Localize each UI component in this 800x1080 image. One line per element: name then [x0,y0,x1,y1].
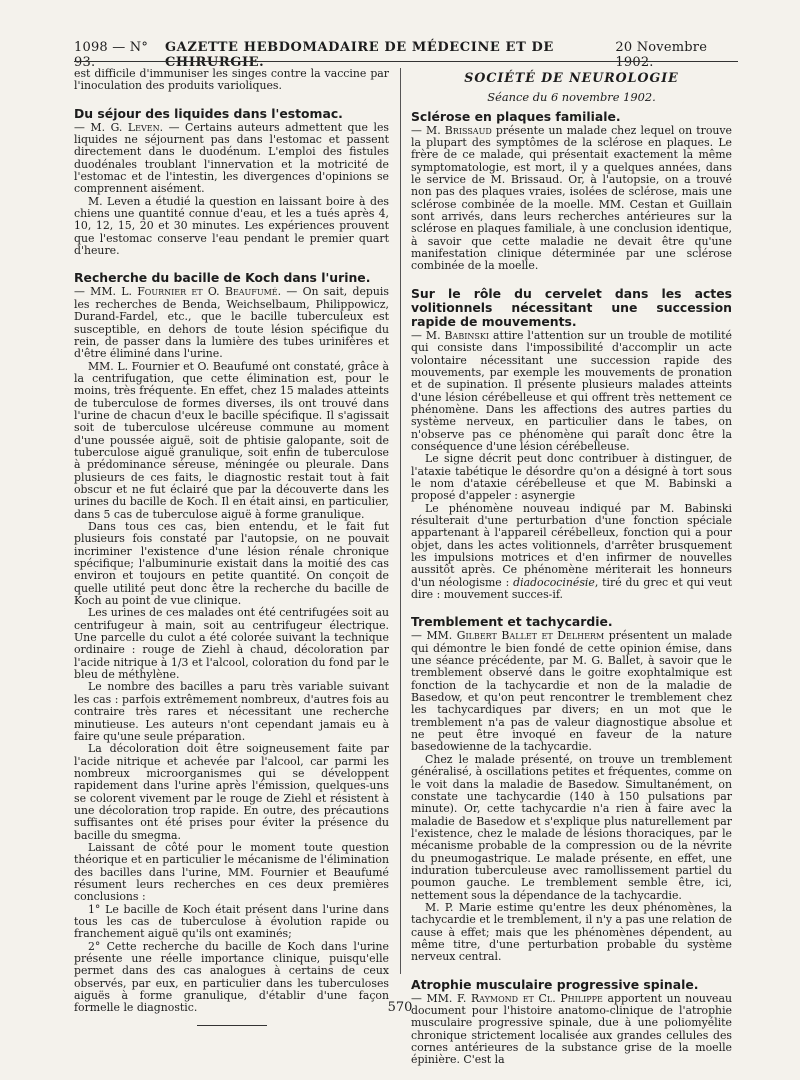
paragraph: Chez le malade présenté, on trouve un tremblement généralisé, à oscillations petites et fréquentes, comme on le voit dans la maladie de Basedow. Simultanément, on constate une tachycardie (140 à 150 pulsations par minute). Or, cette tachycardie n'a rien à faire avec la maladie de Basedow et s'explique plus naturellement par l'existence, chez le malade de lésions thoraciques, par le mécanisme probable de la compression ou de la névrite du pneumogastrique. Le malade présente, en effet, une induration tuberculeuse avec ramollissement partiel du poumon gauche. Le tremblement semble être, ici, nettement sous la dépendance de la tachycardie. [411,752,732,902]
section-title [411,615,732,629]
society-heading: SOCIÉTÉ DE NEUROLOGIE [464,70,679,85]
section-authors: — M. Brissaud [411,123,492,137]
paragraph-text: apportent un nouveau document pour l'histoire anatomo-clinique de l'atrophie musculaire progressive spinale, due à une poliomyélite chronique strictement localisée aux grandes cellules des cornes antérieures de la substance grise de la moelle épinière. C'est la [411,991,732,1067]
section-sclerose [411,110,732,273]
paragraph [411,503,732,602]
neologism-term: diadococinésie [513,575,595,589]
conclusion-item: 2° Cette recherche du bacille de Koch dans l'urine présente une réelle importance clinique, puisqu'elle permet dans des cas analogues à certains de ceux observés, par eux, en particulier dans les tuberculoses aiguës à forme granulique, d'établir d'une façon formelle le diagnostic. [74,939,389,1015]
paragraph: M. P. Marie estime qu'entre les deux phénomènes, la tachycardie et le tremblement, il n'y a pas une relation de cause à effet; mais que les phénomènes dépendent, au même titre, d'une perturbation probable du système nerveux central. [411,900,732,964]
page-number: 570 [387,1000,413,1015]
section-tremblement [411,615,732,963]
paragraph-text: attire l'attention sur un trouble de motilité qui consiste dans l'impossibilité d'accomplir un acte volontaire nécessitant une succession rapide des mouvements, par exemple les mouvements de pronation et de supination. Il présente plusieurs malades atteints d'une lésion cérébelleuse et qui offrent très nettement ce phénomène. Dans les affections des autres parties du système nerveux, en particulier dans le tabes, on n'observe pas ce phénomène qui paraît donc être la conséquence d'une lésion cérébelleuse. [411,328,732,453]
paragraph [74,286,389,360]
paragraph: Le signe décrit peut donc contribuer à distinguer, de l'ataxie tabétique le désordre qu'on a désigné à tort sous le nom d'ataxie cérébelleuse et que M. Babinski a proposé d'appeler : asynergie [411,452,732,503]
paragraph-text: , tiré du grec et qui veut dire : mouvement succes-if. [411,575,732,602]
section-authors: — MM. F. Raymond et Cl. Philippe [411,991,603,1005]
header-rule [74,61,738,62]
section-title [74,107,389,121]
section-title-text: Recherche du bacille de Koch dans l'urine. [74,270,371,286]
paragraph [411,330,732,453]
section-authors: — M. G. Leven. [74,120,164,134]
section-authors: — M. Babinski [411,328,489,342]
section-sejour-liquides [74,107,389,258]
column-divider [400,68,401,974]
paragraph: MM. L. Fournier et O. Beaufumé ont constaté, grâce à la centrifugation, que cette élimination est, pour le moins, très fréquente. En effet, chez 15 malades atteints de tuberculose de formes diverses, ils ont trouvé dans l'urine de chacun d'eux le bacille spécifique. Il s'agissait soit de tuberculose ulcéreuse commune au moment d'une poussée aiguë, soit de phtisie galopante, soit de tuberculose aiguë granulique, soit enfin de tuberculose à prédominance séreuse, méningée ou pleurale. Dans plusieurs de ces faits, le diagnostic restait tout à fait obscur et ne fut éclairé que par la découverte dans les urines du bacille de Koch. Il en était ainsi, en particulier, dans 5 cas de tuberculose aiguë à forme granulique. [74,359,389,521]
paragraph-text: — Certains auteurs admettent que les liquides ne séjournent pas dans l'estomac et passent directement dans le duodénum. L'emploi des fistules duodénales troublant l'innervation et la motricité de l'estomac et de l'intestin, les divergences d'opinions se comprennent aisément. [74,120,389,196]
paragraph: Laissant de côté pour le moment toute question théorique et en particulier le mécanisme de l'élimination des bacilles dans l'urine, MM. Fournier et Beaufumé résument leurs recherches en ces deux premières conclusions : [74,840,389,904]
paragraph: Le nombre des bacilles a paru très variable suivant les cas : parfois extrêmement nombreux, d'autres fois au contraire très rares et nécessitant une recherche minutieuse. Les auteurs n'ont cependant jamais eu à faire qu'une seule préparation. [74,680,389,743]
paragraph [411,630,732,753]
end-rule [197,1025,267,1026]
header-journal-title: GAZETTE HEBDOMADAIRE DE MÉDECINE ET DE CHIRURGIE. [164,40,554,70]
section-title [411,287,732,329]
section-title-text: Tremblement et tachycardie. [411,614,613,630]
paragraph [411,125,732,273]
paragraph: M. Leven a étudié la question en laissant boire à des chiens une quantité connue d'eau, et les a tués après 4, 10, 12, 15, 20 et 30 minutes. Les expériences prouvent que l'estomac conserve l'eau pendant le premier quart d'heure. [74,194,389,258]
paragraph: Dans tous ces cas, bien entendu, et le fait fut plusieurs fois constaté par l'autopsie, on ne pouvait incriminer l'existence d'une lésion rénale chronique spécifique; l'albuminurie existait dans la moitié des cas environ et toujours en petite quantité. On conçoit de quelle utilité peut donc être la recherche du bacille de Koch au point de vue clinique. [74,520,389,608]
paragraph-text: — On sait, depuis les recherches de Benda, Weichselbaum, Philippowicz, Durand-Fardel, etc., que le bacille tuberculeux est susceptible, en dehors de toute lésion spécifique du rein, de passer dans la lumière des tubes urinifères et d'être éliminé dans l'urine. [74,285,389,361]
header-issue: 1098 — N° 93. [74,40,149,70]
section-title-text: Sclérose en plaques familiale. [411,108,621,124]
section-title [411,110,732,124]
paragraph: La décoloration doit être soigneusement faite par l'acide nitrique et achevée par l'alcool, car parmi les nombreux microorganismes qui se développent rapidement dans l'urine après l'émission, quelques-uns se colorent vivement par le rouge de Ziehl et résistent à une décoloration trop rapide. En outre, des précautions suffisantes ont été prises pour éviter la présence du bacille du smegma. [74,742,389,842]
paragraph-text: présente un malade chez lequel on trouve la plupart des symptômes de la sclérose en plaques. Le frère de ce malade, qui présentait exactement la même symptomatologie, est mort, il y a quelques années, dans le service de M. Brissaud. Or, à l'autopsie, on a trouvé non pas des plaques vraies, isolées de sclérose, mais une sclérose combinée de la moelle. MM. Cestan et Guillain sont arrivés, dans leurs recherches antérieures sur la sclérose en plaques familiale, à une conclusion identique, à savoir que cette maladie ne devait être qu'une manifestation clinique déterminée par une sclérose combinée de la moelle. [411,123,732,273]
paragraph [74,122,389,196]
section-cervelet [411,287,732,602]
section-authors: — MM. L. Fournier et O. Beaufumé. [74,285,282,299]
conclusion-item: 1° Le bacille de Koch était présent dans l'urine dans tous les cas de tuberculose à évolution rapide ou franchement aiguë qu'ils ont examinés; [74,902,389,941]
section-title-text: Atrophie musculaire progressive spinale. [411,976,699,992]
right-column [411,68,733,1067]
left-column [74,67,390,1015]
section-title-text: Du séjour des liquides dans l'estomac. [74,105,343,121]
paragraph-text: présentent un malade qui démontre le bien fondé de cette opinion émise, dans une séance précédente, par M. G. Ballet, à savoir que le tremblement observé dans le goitre exophtalmique est fonction de la tachycardie et non de la maladie de Basedow, et qu'on peut rencontrer le tremblement chez les tachycardiques par divers; en un mot que le tremblement n'a pas de valeur diagnostique absolue et ne peut être invoqué en faveur de la nature basedowienne de la tachycardie. [411,629,733,754]
section-title [411,978,732,992]
intro-paragraph: est difficile d'immuniser les singes contre la vaccine par l'inoculation des produits varioliques. [74,67,389,93]
running-header [74,40,738,70]
section-title-text: Sur le rôle du cervelet dans les actes volitionnels nécessitant une succession rapide de mouvements. [411,285,732,329]
section-title [74,271,389,285]
paragraph-text: Le phénomène nouveau indiqué par M. Babinski résulterait d'une perturbation d'une fonction spéciale appartenant à l'appareil cérébelleux, fonction qui a pour objet, dans les actes volitionnels, d'arrêter brusquement les impulsions motrices et d'en infirmer de nouvelles aussitôt après. Ce phénomène mériterait les honneurs d'un néologisme : [411,501,732,589]
section-bacille-koch [74,271,389,1025]
header-date: 20 Novembre 1902. [615,40,708,70]
section-authors: — MM. Gilbert Ballet et Delherm [411,629,605,643]
section-atrophie [411,978,732,1067]
paragraph: Les urines de ces malades ont été centrifugées soit au centrifugeur à main, soit au centrifugeur électrique. Une parcelle du culot a été colorée suivant la technique ordinaire : rouge de Ziehl à chaud, décoloration par l'acide nitrique à 1/3 et l'alcool, coloration du fond par le bleu de méthylène. [74,606,390,682]
session-date: Séance du 6 novembre 1902. [487,90,656,105]
